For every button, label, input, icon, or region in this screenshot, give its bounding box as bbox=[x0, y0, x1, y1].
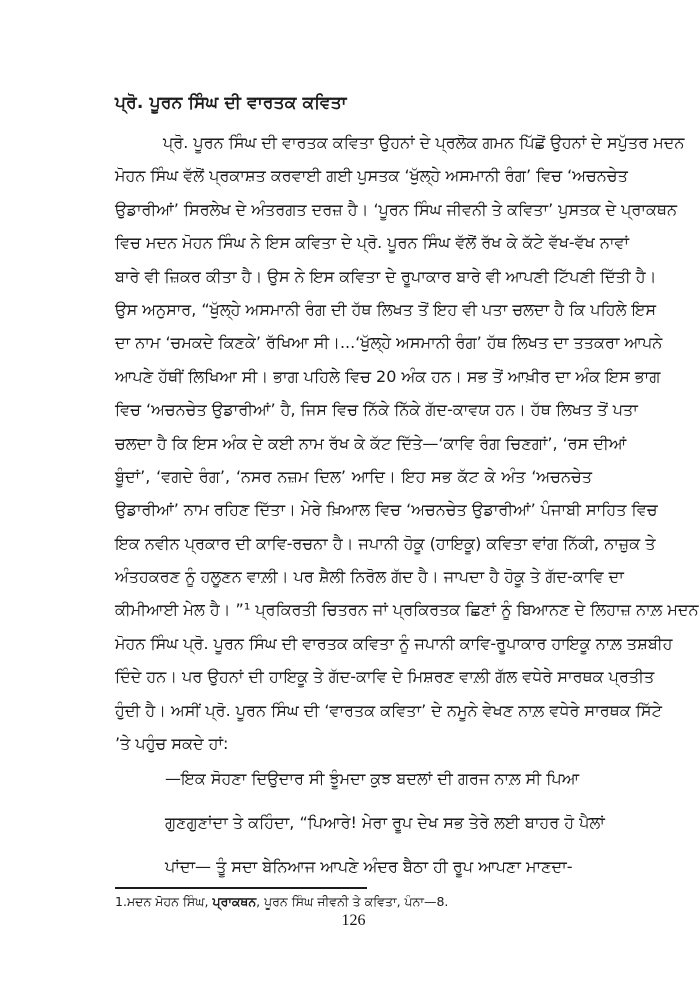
footnote-work-title: ਪ੍ਰਾਕਥਨ bbox=[212, 894, 257, 909]
body-line: ਵਿਚ ‘ਅਚਨਚੇਤ ਉਡਾਰੀਆਂ’ ਹੈ, ਜਿਸ ਵਿਚ ਨਿੱਕੇ ਨਿੱਕੇ ਗੱਦ-ਕਾਵਯ ਹਨ। ਹੱਥ ਲਿਖਤ ਤੋਂ ਪਤਾ bbox=[115, 400, 638, 420]
body-line: ਵਿਚ ਮਦਨ ਮੋਹਨ ਸਿੰਘ ਨੇ ਇਸ ਕਵਿਤਾ ਦੇ ਪ੍ਰੋ. ਪੂਰਨ ਸਿੰਘ ਵੱਲੋਂ ਰੱਖ ਕੇ ਕੱਟੇ ਵੱਖ-ਵੱਖ ਨਾਵਾਂ bbox=[115, 233, 630, 253]
text-column bbox=[115, 0, 699, 991]
verse-quotation bbox=[165, 757, 605, 889]
footnote-reference: , ਪੂਰਨ ਸਿੰਘ ਜੀਵਨੀ ਤੇ ਕਵਿਤਾ, ਪੰਨਾ—8. bbox=[256, 894, 449, 909]
body-line: ਉਡਾਰੀਆਂ’ ਸਿਰਲੇਖ ਦੇ ਅੰਤਰਗਤ ਦਰਜ਼ ਹੈ। ‘ਪੂਰਨ ਸਿੰਘ ਜੀਵਨੀ ਤੇ ਕਵਿਤਾ’ ਪੁਸਤਕ ਦੇ ਪ੍ਰਾਕਥਨ bbox=[115, 199, 678, 219]
body-line: ਦਾ ਨਾਮ ‘ਚਮਕਦੇ ਕਿਣਕੇ’ ਰੱਖਿਆ ਸੀ।...‘ਖੁੱਲ੍ਹੇ ਅਸਮਾਨੀ ਰੰਗ’ ਹੱਥ ਲਿਖਤ ਦਾ ਤਤਕਰਾ ਆਪਨੇ bbox=[115, 333, 663, 353]
body-line: ਕੀਮੀਆਈ ਮੇਲ ਹੈ। ”¹ ਪ੍ਰਕਿਰਤੀ ਚਿਤਰਨ ਜਾਂ ਪ੍ਰਕਿਰਤਕ ਛਿਣਾਂ ਨੂੰ ਬਿਆਨਣ ਦੇ ਲਿਹਾਜ਼ ਨਾਲ਼ ਮਦਨ bbox=[115, 600, 699, 620]
body-line: ਚਲਦਾ ਹੈ ਕਿ ਇਸ ਅੰਕ ਦੇ ਕਈ ਨਾਮ ਰੱਖ ਕੇ ਕੱਟ ਦਿੱਤੇ—‘ਕਾਵਿ ਰੰਗ ਚਿਣਗਾਂ’, ‘ਰਸ ਦੀਆਂ bbox=[115, 433, 627, 453]
body-line: ’ਤੇ ਪਹੁੰਚ ਸਕਦੇ ਹਾਂ: bbox=[115, 734, 229, 754]
footnote bbox=[115, 892, 592, 912]
body-line: ਪ੍ਰੋ. ਪੂਰਨ ਸਿੰਘ ਦੀ ਵਾਰਤਕ ਕਵਿਤਾ ਉਹਨਾਂ ਦੇ ਪ੍ਰਲੋਕ ਗਮਨ ਪਿੱਛੋਂ ਉਹਨਾਂ ਦੇ ਸਪੁੱਤਰ ਮਦਨ bbox=[163, 133, 685, 152]
body-line: ਹੁੰਦੀ ਹੈ। ਅਸੀਂ ਪ੍ਰੋ. ਪੂਰਨ ਸਿੰਘ ਦੀ ‘ਵਾਰਤਕ ਕਵਿਤਾ’ ਦੇ ਨਮੂਨੇ ਵੇਖਣ ਨਾਲ਼ ਵਧੇਰੇ ਸਾਰਥਕ ਸਿੱਟੇ bbox=[115, 700, 662, 720]
body-paragraph bbox=[115, 126, 699, 760]
body-line: ਆਪਣੇ ਹੱਥੀਂ ਲਿਖਿਆ ਸੀ। ਭਾਗ ਪਹਿਲੇ ਵਿਚ 20 ਅੰਕ ਹਨ। ਸਭ ਤੋਂ ਆਖ਼ੀਰ ਦਾ ਅੰਕ ਇਸ ਭਾਗ bbox=[115, 366, 661, 386]
body-line: ਮੋਹਨ ਸਿੰਘ ਵੱਲੋਂ ਪ੍ਰਕਾਸ਼ਤ ਕਰਵਾਈ ਗਈ ਪੁਸਤਕ ‘ਖੁੱਲ੍ਹੇ ਅਸਮਾਨੀ ਰੰਗ’ ਵਿਚ ‘ਅਚਨਚੇਤ bbox=[115, 166, 628, 186]
footnote-marker: 1. bbox=[115, 894, 127, 909]
footnote-divider bbox=[115, 887, 367, 889]
footnote-author: ਮਦਨ ਮੋਹਨ ਸਿੰਘ, bbox=[126, 894, 213, 909]
verse-line: —ਇਕ ਸੋਹਣਾ ਦਿਉਦਾਰ ਸੀ ਝੂੰਮਦਾ ਕੁਝ ਬਦਲਾਂ ਦੀ ਗਰਜ ਨਾਲ਼ ਸੀ ਪਿਆ bbox=[165, 769, 580, 788]
body-line: ਇਕ ਨਵੀਨ ਪ੍ਰਕਾਰ ਦੀ ਕਾਵਿ-ਰਚਨਾ ਹੈ। ਜਪਾਨੀ ਹੋਕੂ (ਹਾਇਕੂ) ਕਵਿਤਾ ਵਾਂਗ ਨਿੱਕੀ, ਨਾਜ਼ੁਕ ਤੇ bbox=[115, 533, 656, 553]
verse-line: ਗੁਣਗੁਣਾਂਦਾ ਤੇ ਕਹਿੰਦਾ, “ਪਿਆਰੇ! ਮੇਰਾ ਰੂਪ ਦੇਖ ਸਭ ਤੇਰੇ ਲਈ ਬਾਹਰ ਹੋ ਪੈਲਾਂ bbox=[165, 813, 605, 832]
body-line: ਦਿੰਦੇ ਹਨ। ਪਰ ਉਹਨਾਂ ਦੀ ਹਾਇਕੂ ਤੇ ਗੱਦ-ਕਾਵਿ ਦੇ ਮਿਸ਼ਰਣ ਵਾਲ਼ੀ ਗੱਲ ਵਧੇਰੇ ਸਾਰਥਕ ਪ੍ਰਤੀਤ bbox=[115, 667, 655, 687]
body-line: ਉਡਾਰੀਆਂ’ ਨਾਮ ਰਹਿਣ ਦਿੱਤਾ। ਮੇਰੇ ਖ਼ਿਆਲ ਵਿਚ ‘ਅਚਨਚੇਤ ਉਡਾਰੀਆਂ’ ਪੰਜਾਬੀ ਸਾਹਿਤ ਵਿਚ bbox=[115, 500, 658, 520]
body-line: ਉਸ ਅਨੁਸਾਰ, “ਖੁੱਲ੍ਹੇ ਅਸਮਾਨੀ ਰੰਗ ਦੀ ਹੱਥ ਲਿਖਤ ਤੋਂ ਇਹ ਵੀ ਪਤਾ ਚਲਦਾ ਹੈ ਕਿ ਪਹਿਲੇ ਇਸ bbox=[115, 299, 657, 319]
body-line: ਬਾਰੇ ਵੀ ਜ਼ਿਕਰ ਕੀਤਾ ਹੈ। ਉਸ ਨੇ ਇਸ ਕਵਿਤਾ ਦੇ ਰੂਪਾਕਾਰ ਬਾਰੇ ਵੀ ਆਪਣੀ ਟਿੱਪਣੀ ਦਿੱਤੀ ਹੈ। bbox=[115, 266, 657, 286]
body-line: ਅੰਤਹਕਰਣ ਨੂੰ ਹਲੂਣਨ ਵਾਲ਼ੀ। ਪਰ ਸ਼ੈਲੀ ਨਿਰੋਲ ਗੱਦ ਹੈ। ਜਾਪਦਾ ਹੈ ਹੋਕੂ ਤੇ ਗੱਦ-ਕਾਵਿ ਦਾ bbox=[115, 567, 624, 587]
page-number: 126 bbox=[341, 912, 366, 929]
body-line: ਬੂੰਦਾਂ’, ‘ਵਗਦੇ ਰੰਗ’, ‘ਨਸਰ ਨਜ਼ਮ ਦਿਲ’ ਆਦਿ। ਇਹ ਸਭ ਕੱਟ ਕੇ ਅੰਤ ‘ਅਚਨਚੇਤ bbox=[115, 466, 592, 486]
body-line: ਮੋਹਨ ਸਿੰਘ ਪ੍ਰੋ. ਪੂਰਨ ਸਿੰਘ ਦੀ ਵਾਰਤਕ ਕਵਿਤਾ ਨੂੰ ਜਪਾਨੀ ਕਾਵਿ-ਰੂਪਾਕਾਰ ਹਾਇਕੂ ਨਾਲ਼ ਤਸ਼ਬੀਹ bbox=[115, 633, 673, 653]
page-title: ਪ੍ਰੋ. ਪੂਰਨ ਸਿੰਘ ਦੀ ਵਾਰਤਕ ਕਵਿਤਾ bbox=[115, 93, 347, 113]
verse-line: ਪਾਂਦਾ— ਤੂੰ ਸਦਾ ਬੇਨਿਆਜ ਆਪਣੇ ਅੰਦਰ ਬੈਠਾ ਹੀ ਰੂਪ ਆਪਣਾ ਮਾਣਦਾ- bbox=[165, 857, 573, 876]
